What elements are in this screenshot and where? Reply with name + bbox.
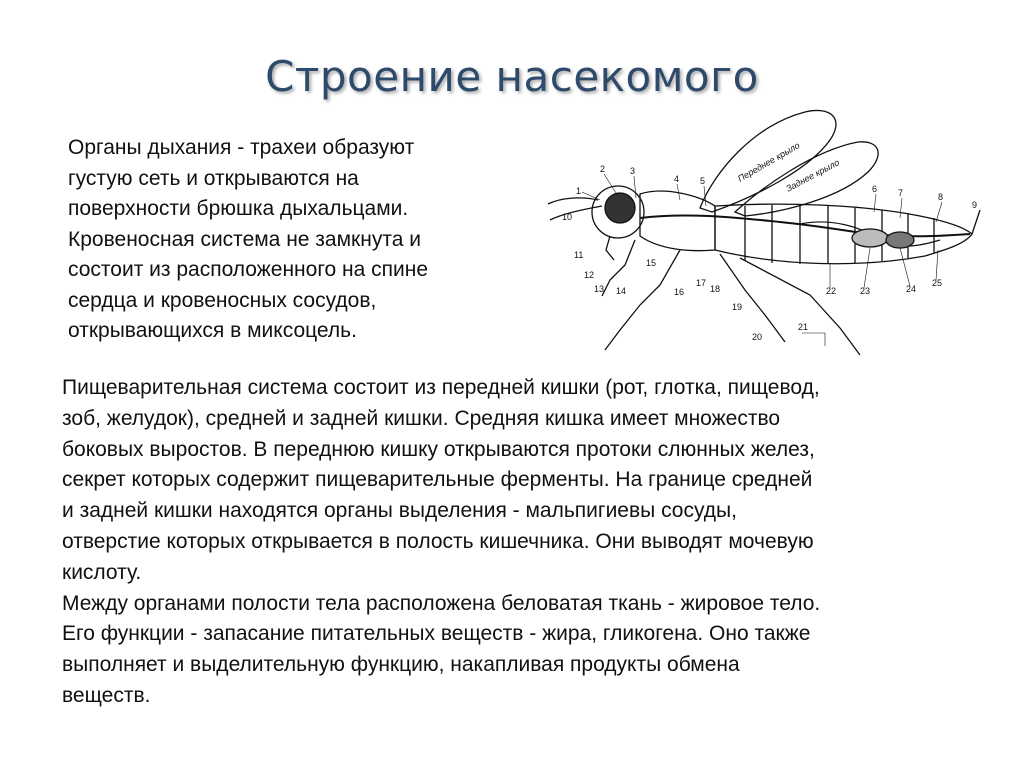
text-line: поверхности брюшка дыхальцами. — [68, 197, 409, 220]
respiratory-circulatory-text — [68, 133, 538, 347]
text-line: зоб, желудок), средней и задней кишки. Средняя кишка имеет множество — [62, 406, 781, 430]
label-22: 22 — [826, 286, 837, 296]
label-21: 21 — [798, 322, 809, 332]
thorax-shape — [640, 191, 715, 251]
label-4: 4 — [674, 174, 680, 184]
midleg — [605, 250, 680, 350]
label-13: 13 — [594, 284, 605, 294]
label-16: 16 — [674, 287, 685, 297]
text-line: веществ. — [62, 683, 151, 707]
text-line: секрет которых содержит пищеварительные ферменты. На границе средней — [62, 468, 813, 492]
text-line: кислоту. — [62, 560, 142, 584]
forewing-label: Переднее крыло — [736, 140, 802, 184]
gut-shape — [640, 215, 970, 236]
text-line: отверстие которых открывается в полость кишечника. Они выводят мочевую — [62, 529, 814, 553]
hindleg — [720, 254, 785, 342]
text-line: состоит из расположенного на спине — [68, 258, 429, 281]
label-18: 18 — [710, 284, 721, 294]
label-15: 15 — [646, 258, 657, 268]
text-line: открывающихся в миксоцель. — [68, 319, 357, 342]
text-line: сердца и кровеносных сосудов, — [68, 288, 377, 312]
text-line: боковых выростов. В переднюю кишку открываются протоки слюнных желез, — [62, 437, 815, 461]
text-line: густую сеть и открываются на — [68, 166, 359, 190]
page-title: Строение насекомого — [265, 52, 759, 101]
text-line: выполняет и выделительную функцию, накапливая продукты обмена — [62, 653, 740, 677]
label-2: 2 — [600, 164, 606, 174]
digestive-system-text — [62, 373, 1012, 712]
hindwing-label: Заднее крыло — [784, 157, 841, 194]
text-line: Между органами полости тела расположена беловатая ткань - жировое тело. — [62, 591, 821, 615]
text-line: Кровеносная система не замкнута и — [68, 227, 421, 251]
label-7: 7 — [898, 188, 904, 198]
label-6: 6 — [872, 184, 878, 194]
label-5: 5 — [700, 176, 706, 186]
text-line: Его функции - запасание питательных веществ - жира, гликогена. Оно также — [62, 622, 811, 646]
label-10: 10 — [562, 212, 573, 222]
label-25: 25 — [932, 278, 943, 288]
label-24: 24 — [906, 284, 917, 294]
label-8: 8 — [938, 192, 944, 202]
label-20: 20 — [752, 332, 763, 342]
label-11: 11 — [574, 250, 584, 260]
label-3: 3 — [630, 166, 636, 176]
text-line: Пищеварительная система состоит из передней кишки (рот, глотка, пищевод, — [62, 376, 820, 399]
label-17: 17 — [696, 278, 707, 288]
insect-anatomy-diagram — [540, 100, 990, 362]
text-line: Органы дыхания - трахеи образуют — [68, 136, 415, 159]
label-14: 14 — [616, 286, 627, 296]
label-12: 12 — [584, 270, 595, 280]
label-1: 1 — [576, 186, 582, 196]
label-23: 23 — [860, 286, 871, 296]
compound-eye — [605, 193, 635, 223]
text-line: и задней кишки находятся органы выделения - мальпигиевы сосуды, — [62, 499, 737, 523]
label-19: 19 — [732, 302, 743, 312]
label-9: 9 — [972, 200, 978, 210]
